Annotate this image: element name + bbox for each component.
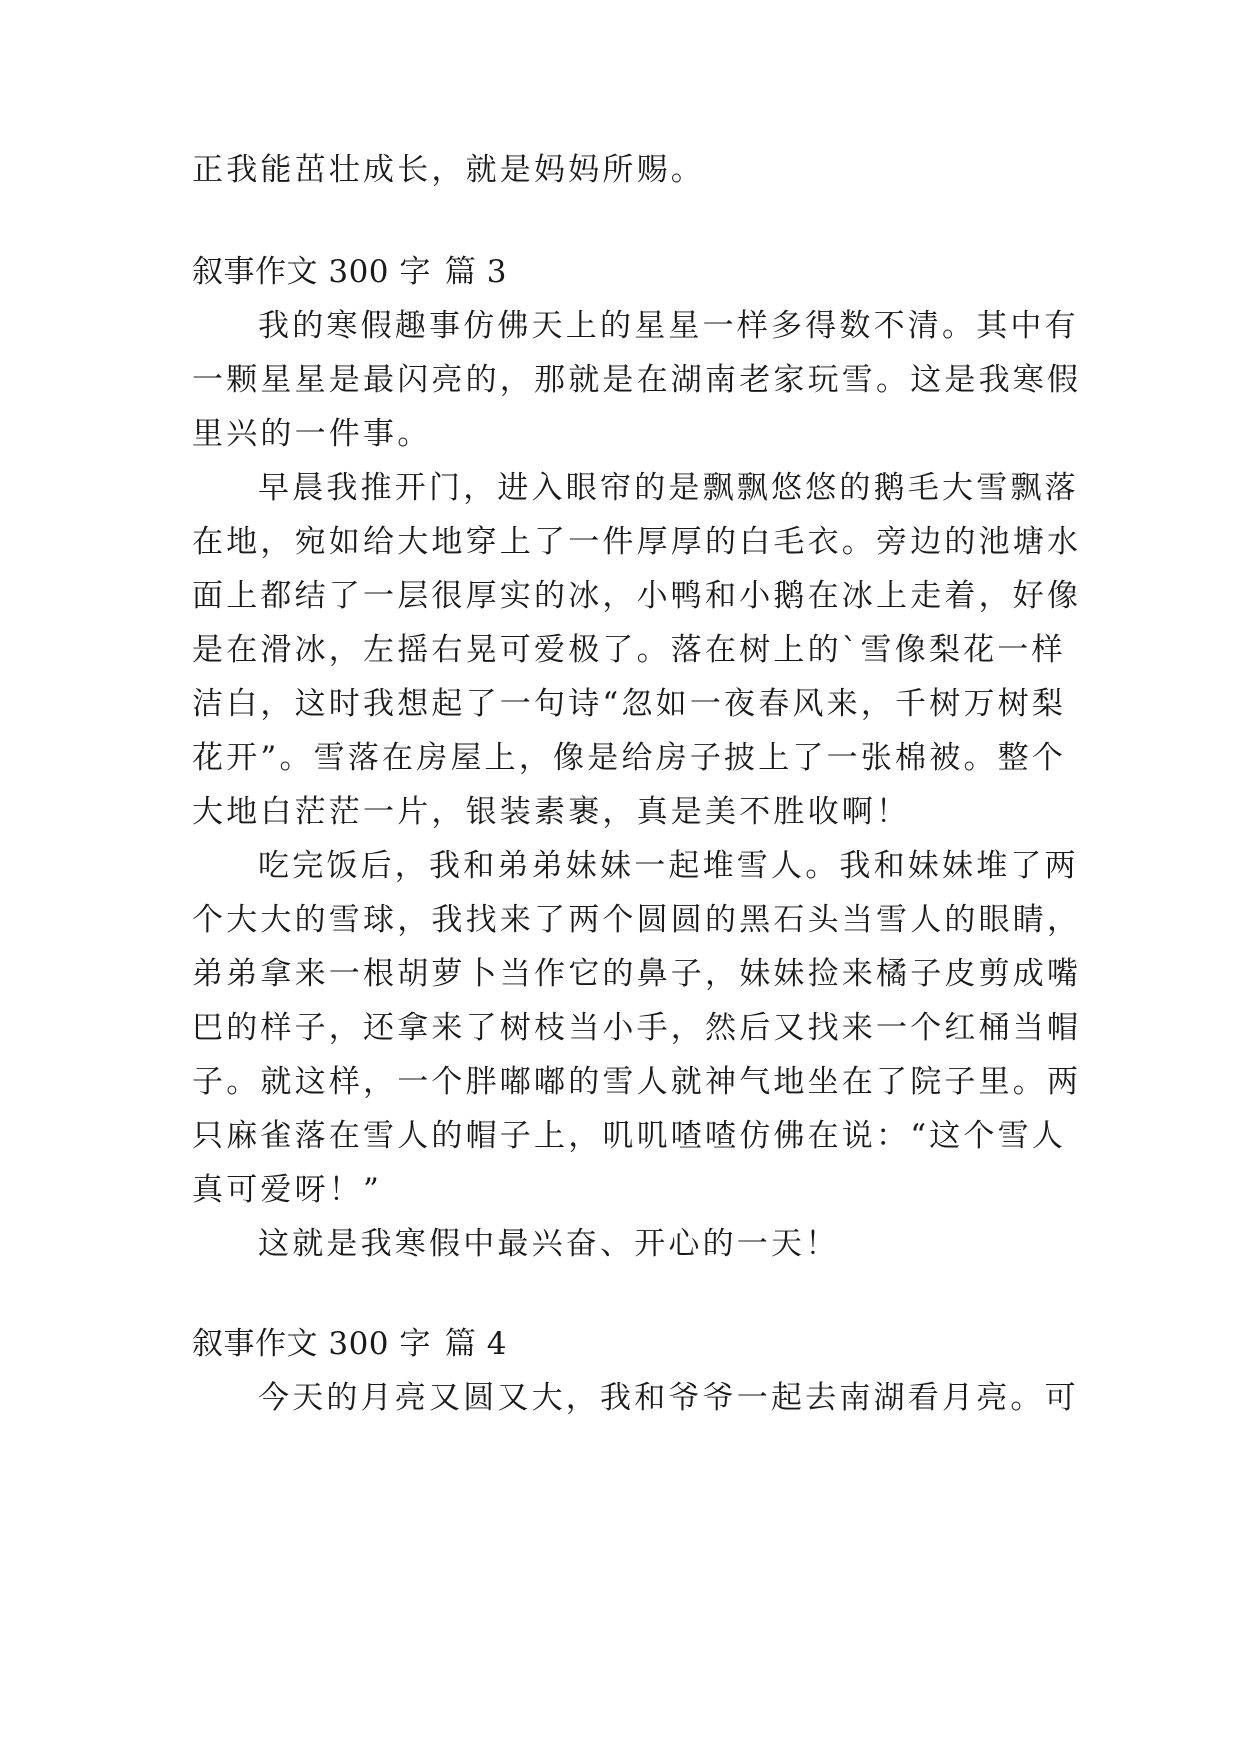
paragraph-line: 这就是我寒假中最兴奋、开心的一天！ (258, 1226, 840, 1262)
paragraph-line: 花开”。雪落在房屋上，像是给房子披上了一张棉被。整个 (192, 740, 1067, 776)
section-heading-part: 篇 4 (444, 1326, 507, 1362)
section-heading-title: 叙事作文 300 字 (192, 1326, 431, 1362)
section-heading (192, 252, 507, 292)
paragraph-line: 在地，宛如给大地穿上了一件厚厚的白毛衣。旁边的池塘水 (192, 524, 1082, 560)
paragraph-line: 洁白，这时我想起了一句诗“忽如一夜春风来，千树万树梨 (192, 686, 1067, 722)
paragraph-line: 一颗星星是最闪亮的，那就是在湖南老家玩雪。这是我寒假 (192, 362, 1082, 398)
paragraph-line: 正我能茁壮成长，就是妈妈所赐。 (192, 152, 705, 188)
paragraph-line: 真可爱呀！” (192, 1172, 383, 1208)
paragraph-line: 只麻雀落在雪人的帽子上，叽叽喳喳仿佛在说：“这个雪人 (192, 1118, 1067, 1154)
paragraph-line: 里兴的一件事。 (192, 416, 432, 452)
paragraph-line: 今天的月亮又圆又大，我和爷爷一起去南湖看月亮。可 (258, 1380, 1079, 1416)
paragraph-line: 子。就这样，一个胖嘟嘟的雪人就神气地坐在了院子里。两 (192, 1064, 1082, 1100)
paragraph-line: 个大大的雪球，我找来了两个圆圆的黑石头当雪人的眼睛， (192, 902, 1082, 938)
paragraph-line: 是在滑冰，左摇右晃可爱极了。落在树上的`雪像梨花一样 (192, 632, 1066, 668)
paragraph-line: 吃完饭后，我和弟弟妹妹一起堆雪人。我和妹妹堆了两 (258, 848, 1079, 884)
paragraph-line: 弟弟拿来一根胡萝卜当作它的鼻子，妹妹捡来橘子皮剪成嘴 (192, 956, 1082, 992)
paragraph-line: 我的寒假趣事仿佛天上的星星一样多得数不清。其中有 (258, 308, 1079, 344)
paragraph-line: 大地白茫茫一片，银装素裹，真是美不胜收啊！ (192, 794, 911, 830)
section-heading-title: 叙事作文 300 字 (192, 254, 431, 290)
paragraph-line: 早晨我推开门，进入眼帘的是飘飘悠悠的鹅毛大雪飘落 (258, 470, 1079, 506)
paragraph-line: 面上都结了一层很厚实的冰，小鸭和小鹅在冰上走着，好像 (192, 578, 1082, 614)
section-heading (192, 1324, 507, 1364)
section-heading-part: 篇 3 (444, 254, 507, 290)
paragraph-line: 巴的样子，还拿来了树枝当小手，然后又找来一个红桶当帽 (192, 1010, 1082, 1046)
